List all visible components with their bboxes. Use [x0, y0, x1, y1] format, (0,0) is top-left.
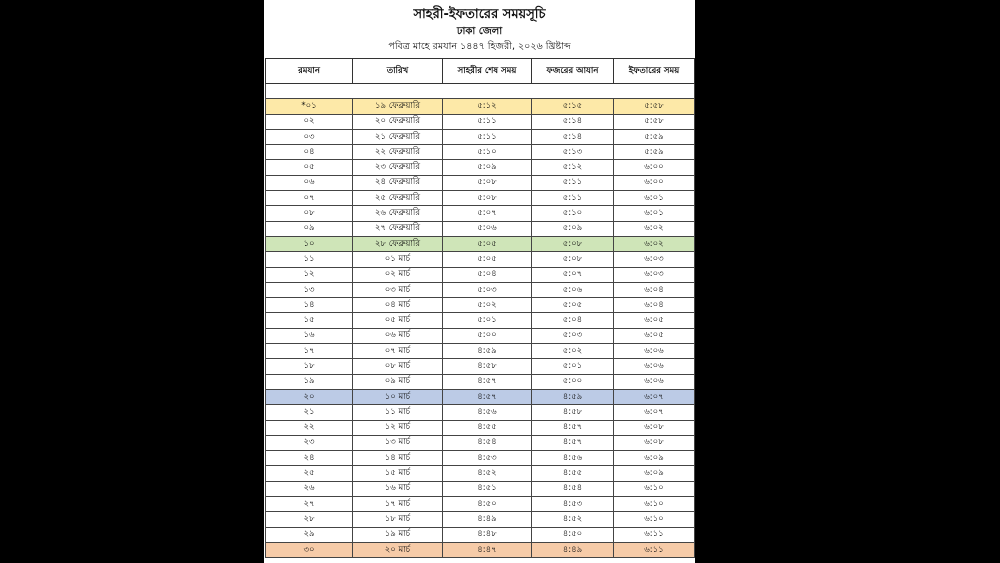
year-subtitle: পবিত্র মাহে রমযান ১৪৪৭ হিজরী, ২০২৬ খ্রিষ্টাব্দ	[388, 41, 571, 52]
cell-sehri-time: ৫:০৪	[443, 267, 532, 282]
cell-ramadan-day: ০৯	[266, 221, 353, 236]
table-row	[266, 114, 695, 129]
cell-date: ০৫ মার্চ	[353, 313, 443, 328]
table-row	[266, 313, 695, 328]
cell-sehri-time: ৫:১১	[443, 114, 532, 129]
cell-sehri-time: ৪:৫২	[443, 466, 532, 481]
table-row	[266, 298, 695, 313]
table-row	[266, 451, 695, 466]
cell-iftar-time: ৫:৫৯	[614, 129, 695, 144]
cell-ramadan-day: ১১	[266, 252, 353, 267]
cell-fajr-time: ৫:০১	[532, 359, 614, 374]
schedule-page	[264, 0, 695, 563]
table-row	[266, 221, 695, 236]
table-row	[266, 435, 695, 450]
cell-iftar-time: ৬:০৩	[614, 267, 695, 282]
cell-fajr-time: ৫:০৮	[532, 236, 614, 251]
table-row	[266, 145, 695, 160]
table-row	[266, 206, 695, 221]
column-header-date: তারিখ	[353, 59, 443, 84]
district-label: ঢাকা জেলা	[456, 26, 503, 37]
cell-fajr-time: ৪:৫৫	[532, 466, 614, 481]
table-row	[266, 99, 695, 114]
cell-date: ০৬ মার্চ	[353, 328, 443, 343]
cell-sehri-time: ৪:৫৯	[443, 344, 532, 359]
cell-fajr-time: ৫:১৪	[532, 129, 614, 144]
cell-fajr-time: ৫:০৭	[532, 267, 614, 282]
cell-date: ২২ ফেব্রুয়ারি	[353, 145, 443, 160]
cell-date: ১৩ মার্চ	[353, 435, 443, 450]
cell-sehri-time: ৫:০৯	[443, 160, 532, 175]
cell-fajr-time: ৪:৫৪	[532, 481, 614, 496]
cell-iftar-time: ৬:০১	[614, 191, 695, 206]
cell-iftar-time: ৫:৫৮	[614, 114, 695, 129]
cell-iftar-time: ৬:১০	[614, 481, 695, 496]
cell-fajr-time: ৫:০৯	[532, 221, 614, 236]
cell-fajr-time: ৫:০২	[532, 344, 614, 359]
cell-sehri-time: ৪:৫৩	[443, 451, 532, 466]
column-header-sehri: সাহরীর শেষ সময়	[443, 59, 532, 84]
cell-ramadan-day: ১৩	[266, 282, 353, 297]
table-row	[266, 236, 695, 251]
cell-ramadan-day: *০১	[266, 99, 353, 114]
cell-date: ১৬ মার্চ	[353, 481, 443, 496]
cell-date: ২৫ ফেব্রুয়ারি	[353, 191, 443, 206]
cell-sehri-time: ৪:৫১	[443, 481, 532, 496]
cell-ramadan-day: ২২	[266, 420, 353, 435]
cell-iftar-time: ৬:০০	[614, 160, 695, 175]
cell-date: ১২ মার্চ	[353, 420, 443, 435]
schedule-table-body	[266, 84, 695, 558]
header-spacer	[266, 84, 695, 99]
cell-fajr-time: ৫:০০	[532, 374, 614, 389]
cell-fajr-time: ৪:৫০	[532, 527, 614, 542]
cell-fajr-time: ৫:০৫	[532, 298, 614, 313]
cell-sehri-time: ৪:৫৪	[443, 435, 532, 450]
cell-fajr-time: ৫:০৪	[532, 313, 614, 328]
cell-sehri-time: ৫:১০	[443, 145, 532, 160]
cell-ramadan-day: ২১	[266, 405, 353, 420]
cell-ramadan-day: ১৪	[266, 298, 353, 313]
table-row	[266, 527, 695, 542]
cell-iftar-time: ৬:০৭	[614, 389, 695, 404]
cell-date: ০৪ মার্চ	[353, 298, 443, 313]
cell-fajr-time: ৪:৫৭	[532, 420, 614, 435]
cell-iftar-time: ৬:০৫	[614, 313, 695, 328]
cell-date: ২৮ ফেব্রুয়ারি	[353, 236, 443, 251]
cell-fajr-time: ৫:১১	[532, 191, 614, 206]
cell-fajr-time: ৪:৫৬	[532, 451, 614, 466]
cell-fajr-time: ৪:৪৯	[532, 542, 614, 557]
cell-iftar-time: ৬:০৬	[614, 359, 695, 374]
cell-ramadan-day: ০৩	[266, 129, 353, 144]
cell-iftar-time: ৬:০২	[614, 236, 695, 251]
cell-ramadan-day: ২৬	[266, 481, 353, 496]
page-title: সাহরী-ইফতারের সময়সূচি	[413, 7, 546, 22]
cell-iftar-time: ৬:০১	[614, 206, 695, 221]
cell-iftar-time: ৬:০৪	[614, 282, 695, 297]
cell-ramadan-day: ৩০	[266, 542, 353, 557]
cell-iftar-time: ৬:০৪	[614, 298, 695, 313]
cell-sehri-time: ৫:০৭	[443, 206, 532, 221]
cell-iftar-time: ৬:০০	[614, 175, 695, 190]
cell-ramadan-day: ২০	[266, 389, 353, 404]
table-row	[266, 359, 695, 374]
cell-date: ১৯ মার্চ	[353, 527, 443, 542]
cell-date: ২১ ফেব্রুয়ারি	[353, 129, 443, 144]
table-row	[266, 374, 695, 389]
cell-ramadan-day: ২৪	[266, 451, 353, 466]
cell-ramadan-day: ১০	[266, 236, 353, 251]
cell-ramadan-day: ১৭	[266, 344, 353, 359]
cell-date: ২৪ ফেব্রুয়ারি	[353, 175, 443, 190]
cell-fajr-time: ৫:১৫	[532, 99, 614, 114]
cell-sehri-time: ৪:৪৮	[443, 527, 532, 542]
cell-iftar-time: ৬:০৭	[614, 405, 695, 420]
cell-date: ০৩ মার্চ	[353, 282, 443, 297]
cell-ramadan-day: ২৫	[266, 466, 353, 481]
table-row	[266, 497, 695, 512]
schedule-table	[265, 58, 695, 558]
cell-iftar-time: ৬:১১	[614, 527, 695, 542]
cell-date: ১৯ ফেব্রুয়ারি	[353, 99, 443, 114]
table-row	[266, 282, 695, 297]
cell-iftar-time: ৬:০৮	[614, 435, 695, 450]
cell-sehri-time: ৪:৫৬	[443, 405, 532, 420]
cell-date: ২০ ফেব্রুয়ারি	[353, 114, 443, 129]
table-row	[266, 481, 695, 496]
cell-fajr-time: ৫:০৩	[532, 328, 614, 343]
cell-sehri-time: ৪:৪৭	[443, 542, 532, 557]
cell-fajr-time: ৫:১২	[532, 160, 614, 175]
cell-sehri-time: ৪:৪৯	[443, 512, 532, 527]
cell-ramadan-day: ০৬	[266, 175, 353, 190]
table-row	[266, 405, 695, 420]
cell-fajr-time: ৪:৫৯	[532, 389, 614, 404]
table-row	[266, 389, 695, 404]
cell-sehri-time: ৫:০৮	[443, 175, 532, 190]
cell-ramadan-day: ০৮	[266, 206, 353, 221]
cell-ramadan-day: ০৪	[266, 145, 353, 160]
cell-date: ০২ মার্চ	[353, 267, 443, 282]
column-header-fajr: ফজরের আযান	[532, 59, 614, 84]
cell-date: ০১ মার্চ	[353, 252, 443, 267]
cell-iftar-time: ৬:০২	[614, 221, 695, 236]
cell-sehri-time: ৫:১১	[443, 129, 532, 144]
cell-ramadan-day: ০৫	[266, 160, 353, 175]
cell-ramadan-day: ১৮	[266, 359, 353, 374]
cell-sehri-time: ৫:০০	[443, 328, 532, 343]
cell-fajr-time: ৫:০৬	[532, 282, 614, 297]
cell-sehri-time: ৪:৫৭	[443, 374, 532, 389]
cell-date: ১৫ মার্চ	[353, 466, 443, 481]
cell-fajr-time: ৫:১০	[532, 206, 614, 221]
table-row	[266, 328, 695, 343]
cell-sehri-time: ৫:০৮	[443, 191, 532, 206]
cell-sehri-time: ৪:৫৭	[443, 389, 532, 404]
cell-sehri-time: ৫:০৩	[443, 282, 532, 297]
cell-sehri-time: ৫:০১	[443, 313, 532, 328]
cell-fajr-time: ৪:৫৭	[532, 435, 614, 450]
cell-iftar-time: ৬:১১	[614, 542, 695, 557]
cell-date: ১৪ মার্চ	[353, 451, 443, 466]
table-row	[266, 512, 695, 527]
cell-sehri-time: ৫:০৫	[443, 252, 532, 267]
cell-ramadan-day: ২৩	[266, 435, 353, 450]
cell-iftar-time: ৫:৫৯	[614, 145, 695, 160]
table-row	[266, 344, 695, 359]
cell-sehri-time: ৫:০৬	[443, 221, 532, 236]
cell-date: ১৭ মার্চ	[353, 497, 443, 512]
cell-fajr-time: ৫:১১	[532, 175, 614, 190]
table-row	[266, 420, 695, 435]
cell-iftar-time: ৬:১০	[614, 497, 695, 512]
cell-ramadan-day: ২৯	[266, 527, 353, 542]
cell-ramadan-day: ২৮	[266, 512, 353, 527]
cell-fajr-time: ৪:৫২	[532, 512, 614, 527]
cell-ramadan-day: ১৫	[266, 313, 353, 328]
cell-date: ২৬ ফেব্রুয়ারি	[353, 206, 443, 221]
cell-iftar-time: ৬:০৯	[614, 451, 695, 466]
cell-iftar-time: ৬:০৯	[614, 466, 695, 481]
cell-date: ১০ মার্চ	[353, 389, 443, 404]
cell-sehri-time: ৫:০৫	[443, 236, 532, 251]
table-header-row	[266, 59, 695, 84]
table-row	[266, 129, 695, 144]
cell-sehri-time: ৫:০২	[443, 298, 532, 313]
cell-date: ০৮ মার্চ	[353, 359, 443, 374]
cell-ramadan-day: ১২	[266, 267, 353, 282]
cell-fajr-time: ৪:৫৩	[532, 497, 614, 512]
cell-iftar-time: ৬:০৬	[614, 374, 695, 389]
table-row	[266, 191, 695, 206]
cell-ramadan-day: ১৬	[266, 328, 353, 343]
cell-sehri-time: ৪:৫৫	[443, 420, 532, 435]
cell-fajr-time: ৫:০৮	[532, 252, 614, 267]
table-row	[266, 466, 695, 481]
cell-iftar-time: ৬:১০	[614, 512, 695, 527]
cell-date: ২৩ ফেব্রুয়ারি	[353, 160, 443, 175]
cell-fajr-time: ৫:১৩	[532, 145, 614, 160]
cell-sehri-time: ৫:১২	[443, 99, 532, 114]
cell-fajr-time: ৫:১৪	[532, 114, 614, 129]
cell-date: ০৯ মার্চ	[353, 374, 443, 389]
cell-iftar-time: ৬:০৫	[614, 328, 695, 343]
cell-iftar-time: ৫:৫৮	[614, 99, 695, 114]
cell-ramadan-day: ০২	[266, 114, 353, 129]
cell-date: ০৭ মার্চ	[353, 344, 443, 359]
table-row	[266, 252, 695, 267]
cell-iftar-time: ৬:০৬	[614, 344, 695, 359]
table-row	[266, 267, 695, 282]
cell-date: ২০ মার্চ	[353, 542, 443, 557]
table-row	[266, 542, 695, 557]
cell-ramadan-day: ২৭	[266, 497, 353, 512]
cell-sehri-time: ৪:৫৮	[443, 359, 532, 374]
cell-fajr-time: ৪:৫৮	[532, 405, 614, 420]
cell-date: ২৭ ফেব্রুয়ারি	[353, 221, 443, 236]
cell-date: ১৮ মার্চ	[353, 512, 443, 527]
cell-date: ১১ মার্চ	[353, 405, 443, 420]
cell-ramadan-day: ০৭	[266, 191, 353, 206]
cell-iftar-time: ৬:০৮	[614, 420, 695, 435]
table-row	[266, 160, 695, 175]
column-header-iftar: ইফতারের সময়	[614, 59, 695, 84]
table-row	[266, 175, 695, 190]
cell-ramadan-day: ১৯	[266, 374, 353, 389]
cell-iftar-time: ৬:০৩	[614, 252, 695, 267]
cell-sehri-time: ৪:৫০	[443, 497, 532, 512]
column-header-ramadan: রমযান	[266, 59, 353, 84]
